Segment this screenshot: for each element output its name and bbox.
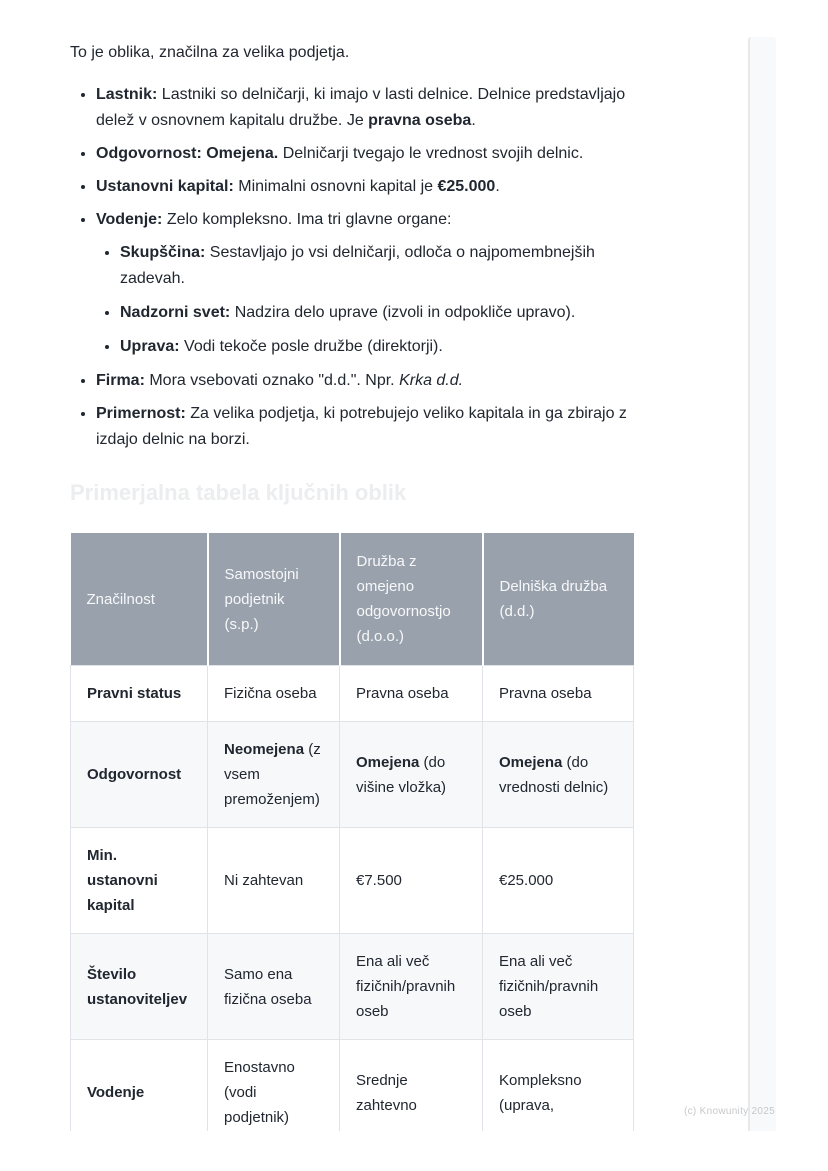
table-cell: Pravna oseba [340,666,483,722]
item-label: Ustanovni kapital: [96,178,234,195]
list-item-ustanovni-kapital [96,174,636,200]
item-label: Odgovornost: Omejena. [96,145,279,162]
table-cell: Srednje zahtevno [340,1040,483,1132]
column-header-znacilnost: Značilnost [71,533,208,666]
column-header-dd: Delniška družba (d.d.) [483,533,634,666]
cell-text: (do vrednosti delnic) [499,753,609,796]
scrollbar-track[interactable] [748,37,776,1131]
item-text: Minimalni osnovni kapital je [233,178,438,195]
list-item-odgovornost [96,141,636,167]
row-header-cell: Pravni status [71,666,208,722]
item-strong: pravna oseba [368,112,472,129]
comparison-table [70,533,634,1131]
table-cell: Ni zahtevan [208,828,340,934]
table-cell [208,722,340,828]
sub-item-uprava [120,334,636,360]
table-cell: Fizična oseba [208,666,340,722]
table-cell: Kompleksno (uprava, [483,1040,634,1132]
page-content [70,40,636,1131]
cell-strong: Omejena [356,753,420,771]
item-italic: Krka d.d. [399,372,464,389]
list-item-vodenje [96,207,636,360]
column-header-sp: Samostojni podjetnik (s.p.) [208,533,340,666]
item-text: Mora vsebovati oznako "d.d.". Npr. [144,372,400,389]
column-header-doo: Družba z omejeno odgovornostjo (d.o.o.) [340,533,483,666]
table-row-stevilo-ustanoviteljev [71,934,634,1040]
cell-strong: Omejena [499,753,563,771]
item-label: Skupščina: [120,244,206,261]
table-row-vodenje [71,1040,634,1132]
sub-item-nadzorni-svet [120,300,636,326]
row-header-cell: Min. ustanovni kapital [71,828,208,934]
row-header-cell: Odgovornost [71,722,208,828]
row-header-cell: Vodenje [71,1040,208,1132]
table-cell: Pravna oseba [483,666,634,722]
item-text: Zelo kompleksno. Ima tri glavne organe: [162,211,452,228]
table-cell [340,722,483,828]
table-cell: €25.000 [483,828,634,934]
row-header-cell: Število ustanoviteljev [71,934,208,1040]
cell-text: (z vsem premoženjem) [224,741,321,808]
table-cell: Enostavno (vodi podjetnik) [208,1040,340,1132]
table-row-pravni-status [71,666,634,722]
item-label: Primernost: [96,405,186,422]
item-text: Nadzira delo uprave (izvoli in odpokliče upravo). [230,304,576,321]
table-header-row [71,533,634,666]
list-item-firma [96,368,636,394]
list-item-lastnik [96,82,636,134]
item-label: Lastnik: [96,86,158,103]
cell-text: (do višine vložka) [356,753,447,796]
item-strong: €25.000 [437,178,496,195]
table-cell: Ena ali več fizičnih/pravnih oseb [483,934,634,1040]
item-label: Uprava: [120,338,180,355]
section-heading: Primerjalna tabela ključnih oblik [70,480,407,505]
item-text: Za velika podjetja, ki potrebujejo veliko kapitala in ga zbirajo z izdajo delnic na borzi. [96,405,627,448]
table-row-min-kapital [71,828,634,934]
sub-item-skupscina [120,240,636,292]
item-tail: . [471,112,476,129]
table-cell: Samo ena fizična oseba [208,934,340,1040]
bullet-list [70,82,636,453]
item-label: Nadzorni svet: [120,304,231,321]
table-row-odgovornost [71,722,634,828]
item-text: Delničarji tvegajo le vrednost svojih delnic. [278,145,584,162]
item-label: Vodenje: [96,211,163,228]
table-cell: €7.500 [340,828,483,934]
item-text: Vodi tekoče posle družbe (direktorji). [179,338,443,355]
copyright-watermark: (c) Knowunity 2025 [683,1106,775,1117]
cell-strong: Neomejena [224,741,305,758]
sub-bullet-list [96,240,636,360]
item-text: Lastniki so delničarji, ki imajo v lasti delnice. Delnice predstavljajo delež v osnovnem kapitalu družbe. Je [96,86,626,129]
item-tail: . [495,178,500,195]
list-item-primernost [96,401,636,453]
table-cell: Ena ali več fizičnih/pravnih oseb [340,934,483,1040]
item-label: Firma: [96,372,145,389]
item-text: Sestavljajo jo vsi delničarji, odloča o najpomembnejših zadevah. [120,244,595,287]
table-cell [483,722,634,828]
intro-paragraph: To je oblika, značilna za velika podjetja. [70,44,350,61]
